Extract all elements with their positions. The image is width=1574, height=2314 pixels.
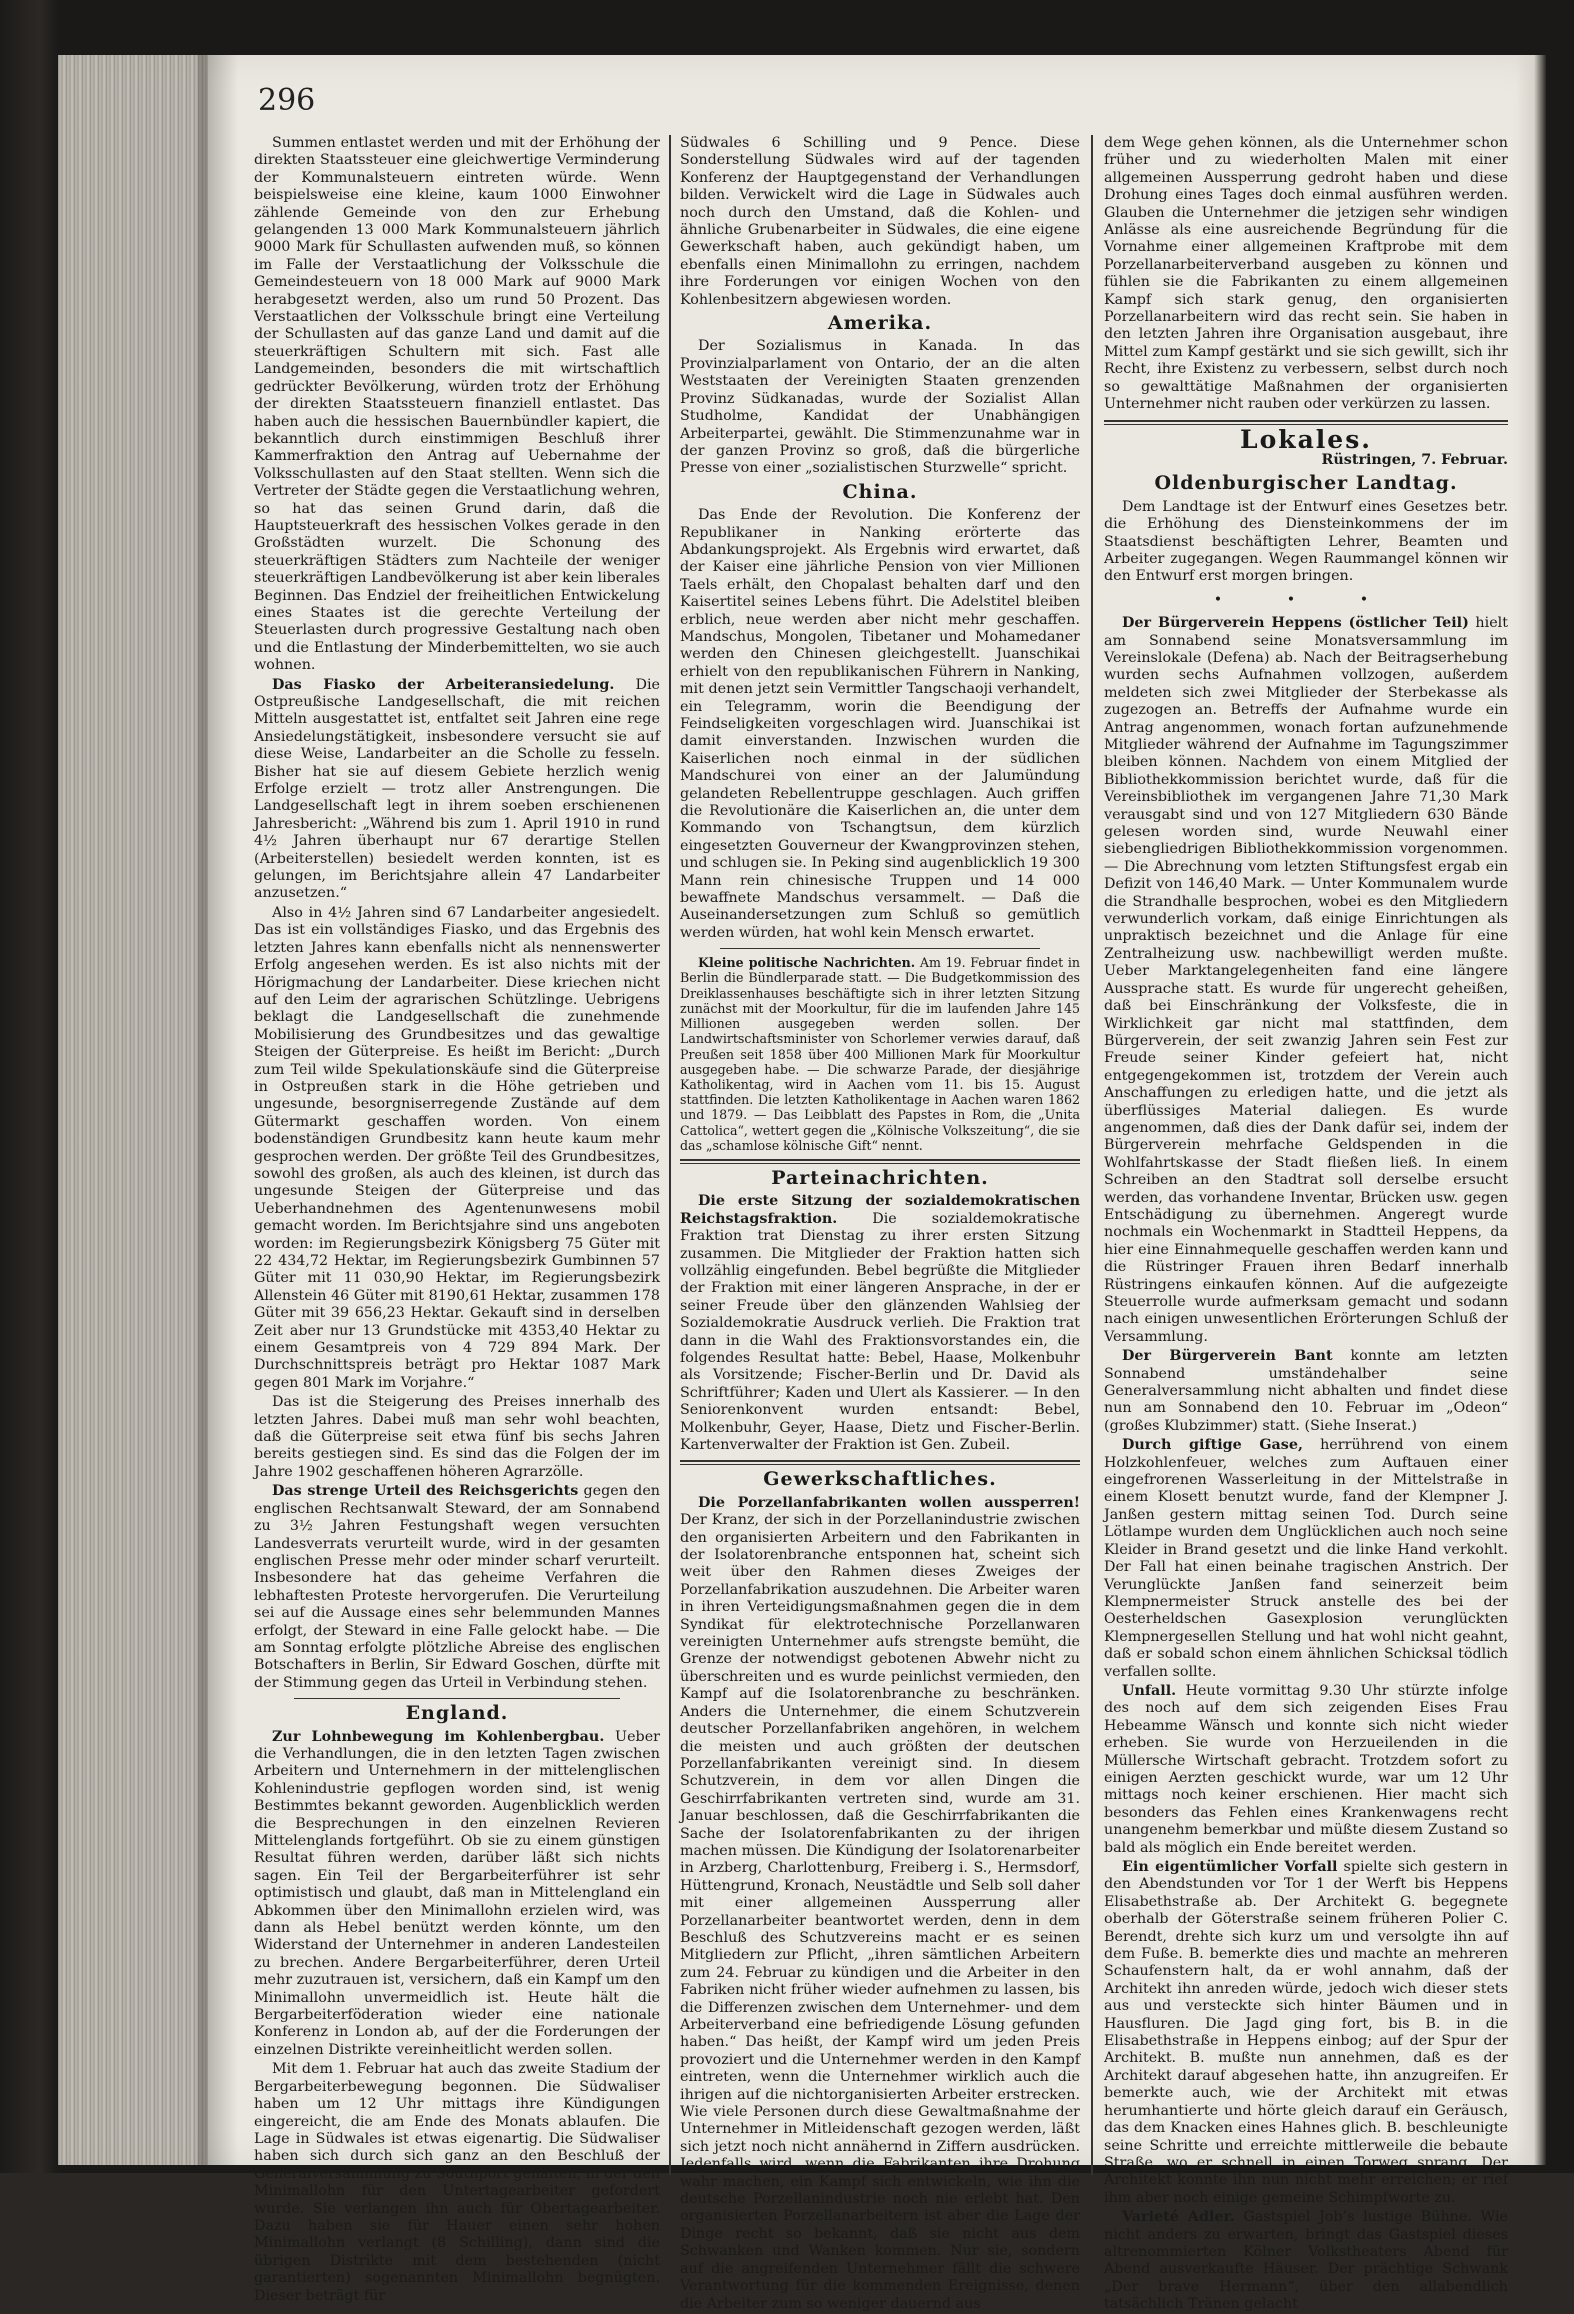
article-text: Gastspiel Job’s lustige Bühne. Wie nicht anders zu erwarten, bringt das Gastspiel dieses altrenommierten Kölner Volkstheaters Abend für Abend ausverkaufte Häuser. Der prächtige Schwank „Der brave Hermann“, über den allabendlich tatsächlich Tränen gelacht xyxy=(1104,2209,1508,2313)
section-heading: Oldenburgischer Landtag. xyxy=(1154,472,1458,495)
dateline: Rüstringen, 7. Februar. xyxy=(1321,451,1508,468)
article-text: Die Ostpreußische Landgesellschaft, die mit reichen Mitteln ausgestattet ist, entfaltet seit Jahren eine rege Ansiedelungstätigkeit, insbesondere versucht sie auf diese Weise, Landarbeiter an die Scholle zu fesseln. Bisher hat sie auf diesem Gebiete herzlich wenig Erfolge erzielt — trotz aller Anstrengungen. Die Landgesellschaft legt in ihrem soeben erschienenen Jahresbericht: „Während bis zum 1. April 1910 in rund 4½ Jahren überhaupt nur 67 derartige Stellen (Arbeiterstellen) besiedelt werden konnten, ist es gelungen, im Berichtsjahre allein 47 Landarbeiter anzusetzen.“ xyxy=(254,676,660,902)
article-paragraph: dem Wege gehen können, als die Unternehmer schon früher und zu wiederholten Malen mit einer allgemeinen Aussperrung gedroht haben und diese Drohung eines Tages doch einmal ausführen werden. Glauben die Unternehmer die jetzigen sehr windigen Anlässe als eine ausreichende Begründung für die Vornahme einer allgemeinen Kraftprobe mit dem Porzellanarbeiterverband ausgeben zu können und fühlen sie die Fabrikanten zu einem allgemeinen Kampf sich stark genug, den organisierten Porzellanarbeitern wird das recht sein. Sie haben in den letzten Jahren ihre Organisation ausgebaut, ihre Mittel zum Kampf gestärkt und sie sich gewillt, sich ihr Recht, ihre Existenz zu verbessern, selbst durch noch so gewalttätige Maßnahmen der organisierten Unternehmer nicht rauben oder verkürzen zu lassen. xyxy=(1104,135,1508,413)
section-heading-major: Lokales. xyxy=(1240,424,1372,454)
section-divider xyxy=(680,1159,1080,1164)
section-divider xyxy=(680,1460,1080,1465)
article-paragraph: Also in 4½ Jahren sind 67 Landarbeiter angesiedelt. Das ist ein vollständiges Fiasko, und das Ergebnis des letzten Jahres kann ebenfalls nicht als nennenswerter Erfolg angesehen werden. Es ist also nichts mit der Hörigmachung der Landarbeiter. Diese kriechen nicht auf den Leim der agrarischen Schützlinge. Uebrigens beklagt die Landgesellschaft die zunehmende Mobilisierung des Grundbesitzes und das gewaltige Steigen der Güterpreise. Es heißt im Bericht: „Durch zum Teil wilde Spekulationskäufe sind die Güterpreise in Ostpreußen stark in die Höhe getrieben und ungesunde, besorgniserregende Zustände auf dem Gütermarkt geschaffen worden. Von einem bodenständigen Grundbesitz kann heute kaum mehr gesprochen werden. Der größte Teil des Grundbesitzes, sowohl des großen, als auch des kleinen, ist durch das ungesunde Steigen der Güterpreise und das Ueberhandnehmen des Agentenunwesens mobil gemacht worden. Im Berichtsjahre sind uns angeboten worden: im Regierungsbezirk Königsberg 75 Güter mit 22 434,72 Hektar, im Regierungsbezirk Gumbinnen 57 Güter mit 11 030,90 Hektar, im Regierungsbezirk Allenstein 46 Güter mit 8190,61 Hektar, zusammen 178 Güter mit 39 656,23 Hektar. Gekauft sind in derselben Zeit aber nur 13 Grundstücke mit 4353,40 Hektar zu einem Gesamtpreis von 4 729 894 Mark. Der Durchschnittspreis beträgt pro Hektar 1087 Mark gegen 801 Mark im Vorjahre.“ xyxy=(254,904,660,1391)
section-heading: Gewerkschaftliches. xyxy=(763,1468,997,1491)
article-paragraph xyxy=(1104,615,1508,1346)
section-divider xyxy=(1104,420,1508,425)
page-binding-gutter xyxy=(58,55,208,2165)
column-left xyxy=(254,135,661,2304)
article-text: Die sozialdemokratische Fraktion trat Dienstag zu ihrer ersten Sitzung zusammen. Die Mitglieder der Fraktion hatten sich vollzählig eingefunden. Bebel begrüßte die Mitglieder der Fraktion mit einer längeren Ansprache, in der er seiner Freude über den glänzenden Wahlsieg der Sozialdemokratie Ausdruck verlieh. Die Fraktion trat dann in die Wahl des Fraktionsvorstandes ein, die folgendes Resultat hatte: Bebel, Haase, Molkenbuhr als Vorsitzende; Fischer-Berlin und Dr. David als Schriftführer; Kaden und Ulert als Kassierer. — In den Seniorenkonvent wurden entsandt: Bebel, Molkenbuhr, Geyer, Haase, Dietz und Fischer-Berlin. Kartenverwalter der Fraktion ist Gen. Zubeil. xyxy=(680,1210,1080,1454)
article-paragraph: Mit dem 1. Februar hat auch das zweite Stadium der Bergarbeiterbewegung begonnen. Die Südwaliser haben um 12 Uhr mittags ihre Kündigungen eingereicht, die am Ende des Monats ablaufen. Die Lage in Südwales ist etwas eigenartig. Die Südwaliser haben sich durch sich ganz an den Beschluß der Generalversammlung zu Southport gehalten, in der den Minimallohn für den Untertagearbeiter gefordert wurde. Sie verlangen ihn auch für Obertagearbeiter. Dazu haben sie für Hauer einen sehr hohen Minimallohn verlangt (8 Schilling), dann sind die übrigen Distrikte mit dem bestehenden (nicht garantierten) sogenannten Minimallohn begnügten. Dieser beträgt für xyxy=(254,2061,660,2304)
column-divider-1 xyxy=(669,135,671,2175)
article-paragraph xyxy=(1104,1348,1508,1435)
page-number: 296 xyxy=(258,83,316,118)
article-text: Am 19. Februar findet in Berlin die Bündlerparade statt. — Die Budgetkommission des Dreiklassenhauses beschäftigte sich in ihrer letzten Sitzung zunächst mit der Moorkultur, für die im laufenden Jahre 145 Millionen ausgegeben werden sollen. Der Landwirtschaftsminister von Schorlemer verwies darauf, daß Preußen seit 1858 über 400 Millionen Mark für Moorkultur ausgegeben habe. — Die schwarze Parade, der diesjährige Katholikentag, wird in Aachen vom 11. bis 15. August stattfinden. Die letzten Katholikentage in Aachen waren 1862 und 1879. — Das Leibblatt des Papstes in Rom, die „Unita Cattolica“, wettert gegen die „Kölnische Volkszeitung“, die sie das „schamlose kölnische Gift“ nennt. xyxy=(680,955,1080,1153)
article-lead: Die Porzellanfabrikanten wollen aussperren! xyxy=(698,1494,1080,1511)
article-lead: Der Bürgerverein Bant xyxy=(1122,1348,1333,1365)
article-paragraph xyxy=(254,677,660,903)
article-lead: Ein eigentümlicher Vorfall xyxy=(1122,1859,1338,1875)
section-heading: Parteinachrichten. xyxy=(771,1166,989,1189)
article-text: Der Kranz, der sich in der Porzellanindustrie zwischen den organisierten Arbeitern und den Fabrikanten in der Isolatorenbranche entsponnen hat, scheint sich weit über den Rahmen dieses Zweiges der Porzellanfabrikation auszudehnen. Die Arbeiter waren in ihren Verteidigungsmaßnahmen gegen die in dem Syndikat für elektrotechnische Porzellanwaren vereinigten Unternehmer aufs strengste bemüht, die Grenze der notwendigst gebotenen Abwehr nicht zu überschreiten und es wurde peinlichst vermieden, den Kampf auf die Isolatorenbranche zu beschränken. Anders die Unternehmer, die einem Schutzverein deutscher Porzellanfabriken angehören, in welchem die meisten und auch größten der deutschen Porzellanfabrikanten vereinigt sind. In diesem Schutzverein, in dem vor allen Dingen die Geschirrfabrikanten vertreten sind, wurde am 31. Januar beschlossen, daß die Geschirrfabrikanten die Sache der Isolatorenfabrikanten zu der ihrigen machen müssen. Die Kündigung der Isolatorenarbeiter in Arzberg, Charlottenburg, Freiberg i. S., Hermsdorf, Hüttengrund, Kronach, Neustädtle und Selb soll daher mit einer allgemeinen Aussperrung aller Porzellanarbeiter beantwortet werden, denn in dem Beschluß des Schutzvereins macht er es seinen Mitgliedern zur Pflicht, „ihren sämtlichen Arbeitern zum 24. Februar zu kündigen und die Arbeiter in den Fabriken nicht früher wieder aufnehmen zu lassen, bis die Differenzen zwischen dem Unternehmer- und dem Arbeiterverband eine befriedigende Lösung gefunden haben.“ Das heißt, der Kampf wird um jeden Preis provoziert und die Unternehmer werden in den Kampf eintreten, wenn die Unternehmer wirklich auch die ihrigen auf die nichtorganisierten Arbeiter erstrecken. Wie viele Personen durch diese Gewaltmaßnahme der Unternehmer in Mitleidenschaft gezogen werden, läßt sich jetzt noch nicht annähernd in Ziffern ausdrücken. Jedenfalls wird, wenn die Fabrikanten ihre Drohung wahr machen, ein Kampf sich entwickeln, wie ihn die deutsche Porzellanindustrie noch nie erlebt hat. Den organisierten Porzellanarbeitern ist aber die Lage der Dinge recht so bekannt, daß sie nicht aus dem Schwanken und Wanken kommen. Nur sie, sondern auf die angreifenden Unternehmer fällt die schwere Verantwortung für die kommenden Ereignisse, denen die Arbeiter zum so weniger dauernd aus xyxy=(680,1512,1080,2312)
page-right-edge xyxy=(1516,55,1546,2165)
article-lead: Varieté Adler. xyxy=(1122,2209,1235,2226)
section-rule xyxy=(720,948,1040,949)
article-paragraph xyxy=(680,1495,1080,2313)
article-paragraph: Das Ende der Revolution. Die Konferenz der Republikaner in Nanking erörterte das Abdankungsprojekt. Als Ergebnis wird erwartet, daß der Kaiser eine jährliche Pension von vier Millionen Taels erhält, den Chopalast behalten darf und den Kaisertitel seines Lebens führt. Die Adelstitel bleiben erblich, neue werden aber nicht mehr geschaffen. Mandschus, Mongolen, Tibetaner und Mohamedaner werden den Chinesen gleichgestellt. Juanschikai erhielt von den republikanischen Führern in Nanking, mit denen jetzt sein Vermittler Tangschaoji verhandelt, ein Telegramm, worin die Beendigung der Feindseligkeiten vorgeschlagen wird. Juanschikai ist damit einverstanden. Inzwischen wurden die Kaiserlichen noch einmal in der südlichen Mandschurei von einer an der Jalumündung gelandeten Rebellentruppe geschlagen. Auch griffen die Revolutionäre die Kaiserlichen an, die unter dem Kommando von Tschangtsun, dem kürzlich eingesetzten Gouverneur der Kwangprovinzen stehen, und schlugen sie. In Peking sind augenblicklich 19 300 Mann rein chinesische Truppen und 14 000 bewaffnete Mandschus versammelt. — Daß die Auseinandersetzungen zum Schluß so gemütlich werden würden, hat wohl kein Mensch erwartet. xyxy=(680,507,1080,941)
article-paragraph xyxy=(1104,1683,1508,1857)
article-text: konnte am letzten Sonnabend umständehalber seine Generalversammlung nicht abhalten und findet diese nun am Sonnabend den 10. Februar im „Odeon“ (großes Klubzimmer) statt. (Siehe Inserat.) xyxy=(1104,1348,1508,1434)
section-rule xyxy=(294,1698,620,1699)
article-lead: Unfall. xyxy=(1122,1682,1177,1699)
article-paragraph xyxy=(1104,2209,1508,2313)
article-paragraph: Südwales 6 Schilling und 9 Pence. Diese Sonderstellung Südwales wird auf der tagenden Konferenz der Hauptgegenstand der Verhandlungen bilden. Verwickelt wird die Lage in Südwales auch noch durch den Umstand, daß die Kohlen- und ähnliche Grubenarbeiter in Südwales, die eine eigene Gewerkschaft haben, auch gekündigt haben, um ebenfalls einen Minimallohn zu erringen, nachdem ihre Forderungen vor einigen Wochen von den Kohlenbesitzern abgewiesen worden. xyxy=(680,135,1080,308)
section-heading: England. xyxy=(405,1702,509,1725)
article-paragraph: Das ist die Steigerung des Preises innerhalb des letzten Jahres. Dabei muß man sehr wohl beachten, daß die Güterpreise seit etwa fünf bis sechs Jahren bereits gestiegen sind. Es sind das die Folgen der im Jahre 1902 geschaffenen höheren Agrarzölle. xyxy=(254,1394,660,1480)
article-paragraph: Dem Landtage ist der Entwurf eines Gesetzes betr. die Erhöhung des Diensteinkommens der im Staatsdienst beschäftigten Lehrer, Beamten und Arbeiter zugegangen. Wegen Raummangel können wir den Entwurf erst morgen bringen. xyxy=(1104,498,1508,585)
article-paragraph xyxy=(680,1193,1080,1454)
article-paragraph xyxy=(254,1729,660,2060)
section-heading: Amerika. xyxy=(827,312,933,335)
article-lead: Das Fiasko der Arbeiteransiedelung. xyxy=(272,676,615,693)
article-paragraph xyxy=(1104,1859,1508,2207)
article-lead: Das strenge Urteil des Reichsgerichts xyxy=(272,1483,579,1500)
article-paragraph: Summen entlastet werden und mit der Erhöhung der direkten Staatssteuer eine gleichwertige Verminderung der Kommunalsteuern eintreten würde. Wenn beispielsweise eine kleine, kaum 1000 Einwohner zählende Gemeinde von den zur Erhebung gelangenden 13 000 Mark Kommunalsteuern jährlich 9000 Mark für Schullasten aufwenden muß, so können im Falle der Verstaatlichung der Volksschule die Gemeindesteuern von 18 000 Mark auf 9000 Mark herabgesetzt werden, also um rund 50 Prozent. Das Verstaatlichen der Volksschule bringt eine Verteilung der Schullasten auf das ganze Land und damit auf die steuerkräftigen Schultern mit sich. Fast alle Landgemeinden, besonders die mit wirtschaftlich gedrückter Bevölkerung, würden trotz der Erhöhung der direkten Staatssteuern finanziell entlastet. Das haben auch die hessischen Bauernbündler kapiert, die bekanntlich durch einstimmigen Beschluß ihrer Kammerfraktion den Antrag auf Uebernahme der Volksschullasten auf den Staat stellten. Wenn sich die Vertreter der Städte gegen die Verstaatlichung wehren, so hat das seinen Grund darin, daß die Hauptsteuerkraft des hessischen Volkes gerade in den Großstädten wurzelt. Die Schonung des steuerkräftigen Städters zum Nachteile der weniger steuerkräftigen Landbevölkerung ist aber kein liberales Beginnen. Das Endziel der freiheitlichen Entwickelung eines Staates ist die gerechte Verteilung der Steuerlasten durch progressive Gestaltung nach oben und die Entlastung der Minderbemittelten, wo sie auch wohnen. xyxy=(254,135,661,674)
article-text: gegen den englischen Rechtsanwalt Steward, der am Sonnabend zu 3½ Jahren Festungshaft wegen versuchten Landesverrats verurteilt wurde, wird in der gesamten englischen Presse mehr oder minder scharf verurteilt. Insbesondere hat das geheime Verfahren die lebhaftesten Proteste hervorgerufen. Die Verurteilung sei auf die Aussage eines sehr belemmunden Mannes erfolgt, der Steward in eine Falle gelockt habe. — Die am Sonntag erfolgte plötzliche Abreise des englischen Botschafters in Berlin, Sir Edward Goschen, dürfte mit der Stimmung gegen das Urteil in Verbindung stehen. xyxy=(254,1483,661,1691)
article-paragraph xyxy=(1104,1437,1508,1681)
article-text: Ueber die Verhandlungen, die in den letzten Tagen zwischen Arbeitern und Unternehmern in der mittelenglischen Kohlenindustrie gepflogen worden sind, ist wenig Bestimmtes bekannt geworden. Augenblicklich werden die Besprechungen in den einzelnen Revieren Mittelenglands fortgeführt. Ob sie zu einem günstigen Resultat führen werden, darüber läßt sich nichts sagen. Ein Teil der Bergarbeiterführer ist sehr optimistisch und glaubt, daß man in Mittelengland ein Abkommen über den Minimallohn erzielen wird, was dann als Hebel benützt werden könnte, um den Widerstand der Unternehmer in anderen Landesteilen zu brechen. Andere Bergarbeiterführer, deren Urteil mehr zuzutrauen ist, versichern, daß ein Kampf um den Minimallohn unvermeidlich ist. Heute hält die Bergarbeiterföderation wieder eine nationale Konferenz in London ab, auf der die Forderungen der einzelnen Distrikte vereinheitlicht werden sollen. xyxy=(254,1728,660,2058)
article-lead: Die erste Sitzung der sozialdemokratischen Reichstagsfraktion. xyxy=(680,1193,1080,1227)
news-brief xyxy=(680,955,1080,1153)
article-lead: Durch giftige Gase, xyxy=(1122,1437,1303,1454)
newspaper-page xyxy=(58,55,1546,2313)
article-text: hielt am Sonnabend seine Monatsversammlung im Vereinslokale (Defena) ab. Nach der Beitragserhebung wurden sechs Aufnahmen vollzogen, außerdem meldeten sich zwei Mitglieder der Sterbekasse als zugezogen an. Betreffs der Aufnahme wurde ein Antrag angenommen, wonach fortan aufzunehmende Mitglieder während der Aufnahme im Tagungszimmer bleiben können. Nachdem von einem Mitglied der Bibliothekkommission berichtet wurde, daß für die Vereinsbibliothek im vergangenen Jahre 71,30 Mark verausgabt sind und von 127 Mitgliedern 630 Bände gelesen worden sind, wurde Neuwahl einer siebengliedrigen Bibliothekkommission vorgenommen. — Die Abrechnung vom letzten Stiftungsfest ergab ein Defizit von 146,40 Mark. — Unter Kommunalem wurde die Strandhalle besprochen, wobei es den Mitgliedern verwunderlich vorkam, daß einige Einrichtungen als unpraktisch bezeichnet und die Anlage für eine Zentralheizung usw. nachbewilligt werden mußte. Ueber Marktangelegenheiten fand eine längere Aussprache statt. Es wurde für ungerecht geheißen, daß bei Einschränkung der Volksfeste, die in Wirklichkeit gar nicht mal stattfinden, dem Bürgerverein, der seit zwanzig Jahren sein Fest zur Freude seiner Kinder gefeiert hat, nicht entgegengekommen ist, trotzdem der Verein auch Anschaffungen zu erledigen hatte, und die jetzt als überflüssiges Material daliegen. Es wurde angenommen, daß dies der Dank dafür sei, indem der Bürgerverein mehrfache Geldspenden in die Wohlfahrtskasse der Stadt fließen ließ. In einem Schreiben an den Stadtrat soll derselbe ersucht werden, das vorhandene Inventar, Brücken usw. gegen Entschädigung zu übernehmen. Angeregt wurde nochmals ein Wochenmarkt in Stadtteil Heppens, da hier eine Einnahmequelle geschaffen werden kann und die Rüstringer Frauen ihren Bedarf innerhalb Rüstringens einkaufen können. Auf die aufgezeigte Steuerrolle wurde aufmerksam gemacht und sodann nach einigen unwesentlichen Erörterungen Schluß der Versammlung. xyxy=(1104,615,1508,1345)
article-text: Heute vormittag 9.30 Uhr stürzte infolge des noch auf dem sich zeigenden Eises Frau Hebeamme Wänsch und konnte sich nicht wieder erheben. Sie wurde von Herzueilenden in die Müllersche Wirtschaft gebracht. Trotzdem sofort zu einigen Aerzten geschickt wurde, war um 12 Uhr mittags noch keiner erschienen. Hier macht sich besonders das Fehlen eines Krankenwagens recht unangenehm bemerkbar und müßte diesem Zustand so bald als möglich ein Ende bereitet werden. xyxy=(1104,1682,1508,1856)
article-paragraph: Der Sozialismus in Kanada. In das Provinzialparlament von Ontario, der an die alten Weststaaten der Vereinigten Staaten grenzenden Provinz Südkanadas, wurde der Sozialist Allan Studholme, Kandidat der Unabhängigen Arbeiterpartei, gewählt. Die Stimmenzunahme war in der ganzen Provinz so groß, daß die bürgerliche Presse von einer „sozialistischen Sturzwelle“ spricht. xyxy=(680,338,1080,477)
separator-dots: • • • xyxy=(1213,591,1399,608)
column-right xyxy=(1104,135,1508,2313)
gutter-shadow xyxy=(198,55,238,2165)
article-text: spielte sich gestern in den Abendstunden vor Tor 1 der Werft bis Heppens Elisabethstraße ab. Der Architekt G. begegnete oberhalb der Göterstraße seinem früheren Polier C. Berendt, drehte sich kurz um und versolgte ihn auf dem Fuße. B. bemerkte dies und machte an mehreren Schaufenstern halt, da er wohl annahm, daß der Architekt ihn anreden würde, jedoch wich dieser stets aus und versteckte sich hinter Bäumen und in Hausfluren. Die Jagd ging fort, bis B. in die Elisabethstraße in Heppens einbog; auf der Spur der Architekt. B. mußte nun annehmen, daß es der Architekt darauf abgesehen hatte, ihn anzugreifen. Er bemerkte auch, wie der Architekt mit etwas herumhantierte und hörte gleich darauf ein Geräusch, das dem Knacken eines Hahnes glich. B. beschleunigte seine Schritte und erreichte mittlerweile die bebaute Straße, wo er schnell in einen Torweg sprang. Der Architekt konnte ihn nun nicht mehr erreichen; er rief ihm aber noch einige gemeine Schimpfworte zu. xyxy=(1104,1859,1508,2206)
section-heading: China. xyxy=(842,480,918,503)
article-lead: Kleine politische Nachrichten. xyxy=(698,955,916,971)
article-lead: Zur Lohnbewegung im Kohlenbergbau. xyxy=(272,1728,605,1745)
column-middle xyxy=(680,135,1080,2312)
column-divider-2 xyxy=(1091,135,1093,2175)
article-lead: Der Bürgerverein Heppens (östlicher Teil) xyxy=(1122,615,1469,632)
article-paragraph xyxy=(254,1483,660,1692)
article-text: herrührend von einem Holzkohlenfeuer, welches zum Auftauen einer eingefrorenen Wasserleitung in der Mittelstraße in einem Klosett benutzt wurde, fand der Klempner J. Janßen gestern mittag seinen Tod. Durch seine Lötlampe wurden dem Unglücklichen auch noch seine Kleider in Brand gesetzt und die linke Hand verkohlt. Der Fall hat einen beinahe tragischen Anstrich. Der Verunglückte Janßen fand seinerzeit beim Klempnermeister Struck anstelle des bei der Oesterheldschen Gasexplosion verunglückten Klempnergesellen Stellung und hat wohl nicht geahnt, daß er sobald schon einem ähnlichen Schicksal tödlich verfallen sollte. xyxy=(1104,1437,1508,1680)
